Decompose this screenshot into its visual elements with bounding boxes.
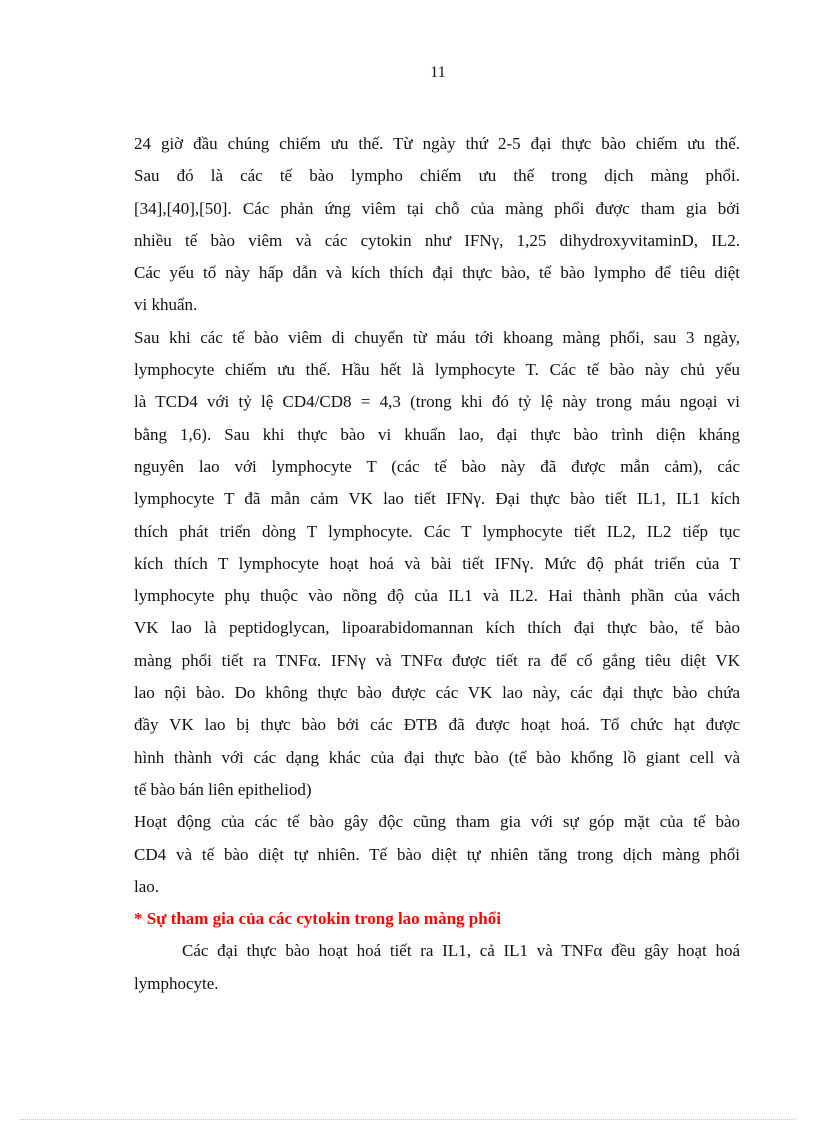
text-line: [34],[40],[50]. Các phản ứng viêm tại chỗ của màng phổi được tham gia bởi	[134, 198, 740, 218]
page-bottom-divider	[20, 1119, 796, 1120]
text-line: Sau khi các tế bào viêm di chuyển từ máu tới khoang màng phổi, sau 3 ngày,	[134, 327, 740, 347]
text-line: lao.	[134, 876, 160, 896]
page-number: 11	[430, 64, 446, 81]
text-line: nguyên lao với lymphocyte T (các tế bào này đã được mẫn cảm), các	[134, 456, 740, 476]
text-line: đầy VK lao bị thực bào bởi các ĐTB đã được hoạt hoá. Tổ chức hạt được	[134, 715, 740, 735]
text-line: màng phổi tiết ra TNFα. IFNγ và TNFα được tiết ra để cố gắng tiêu diệt VK	[134, 650, 740, 670]
text-line: lymphocyte T đã mẫn cảm VK lao tiết IFNγ. Đại thực bào tiết IL1, IL1 kích	[134, 489, 740, 509]
text-line: tế bào bán liên epitheliod)	[134, 779, 312, 799]
paragraph-cytokin-activation	[134, 935, 740, 1000]
paragraph-lymphocyte-response	[134, 322, 740, 806]
text-line: kích thích T lymphocyte hoạt hoá và bài tiết IFNγ. Mức độ phát triển của T	[134, 553, 740, 573]
text-line: lao nội bào. Do không thực bào được các VK lao này, các đại thực bào chứa	[134, 683, 740, 703]
text-line: là TCD4 với tỷ lệ CD4/CD8 = 4,3 (trong khi đó tỷ lệ này trong máu ngoại vi	[134, 392, 740, 412]
text-line: lymphocyte chiếm ưu thế. Hầu hết là lymphocyte T. Các tế bào này chủ yếu	[134, 360, 740, 380]
text-line: Các đại thực bào hoạt hoá tiết ra IL1, cả IL1 và TNFα đều gây hoạt hoá	[182, 941, 740, 961]
section-heading: * Sự tham gia của các cytokin trong lao màng phổi	[134, 909, 501, 929]
text-line: Hoạt động của các tế bào gây độc cũng tham gia với sự góp mặt của tế bào	[134, 812, 740, 832]
text-line: Sau đó là các tế bào lympho chiếm ưu thế trong dịch màng phổi.	[134, 166, 740, 186]
text-line: bằng 1,6). Sau khi thực bào vi khuẩn lao, đại thực bào trình diện kháng	[134, 424, 740, 444]
text-line: Các yếu tố này hấp dẫn và kích thích đại thực bào, tế bào lympho để tiêu diệt	[134, 263, 740, 283]
text-line: thích phát triển dòng T lymphocyte. Các T lymphocyte tiết IL2, IL2 tiếp tục	[134, 521, 740, 541]
document-body	[134, 128, 740, 1000]
text-line: lymphocyte.	[134, 973, 219, 993]
text-line: 24 giờ đầu chúng chiếm ưu thế. Từ ngày thứ 2-5 đại thực bào chiếm ưu thế.	[134, 134, 740, 153]
text-line: vi khuẩn.	[134, 295, 198, 315]
text-line: hình thành với các dạng khác của đại thực bào (tế bào khổng lồ giant cell và	[134, 747, 740, 767]
text-line: nhiều tế bào viêm và các cytokin như IFNγ, 1,25 dihydroxyvitaminD, IL2.	[134, 230, 740, 250]
text-line: lymphocyte phụ thuộc vào nồng độ của IL1 và IL2. Hai thành phần của vách	[134, 586, 740, 606]
paragraph-cell-stages	[134, 128, 740, 322]
paragraph-cytotoxic-cells	[134, 806, 740, 903]
text-line: VK lao là peptidoglycan, lipoarabidomannan kích thích đại thực bào, tế bào	[134, 618, 740, 638]
text-line: CD4 và tế bào diệt tự nhiên. Tế bào diệt tự nhiên tăng trong dịch màng phổi	[134, 844, 740, 864]
